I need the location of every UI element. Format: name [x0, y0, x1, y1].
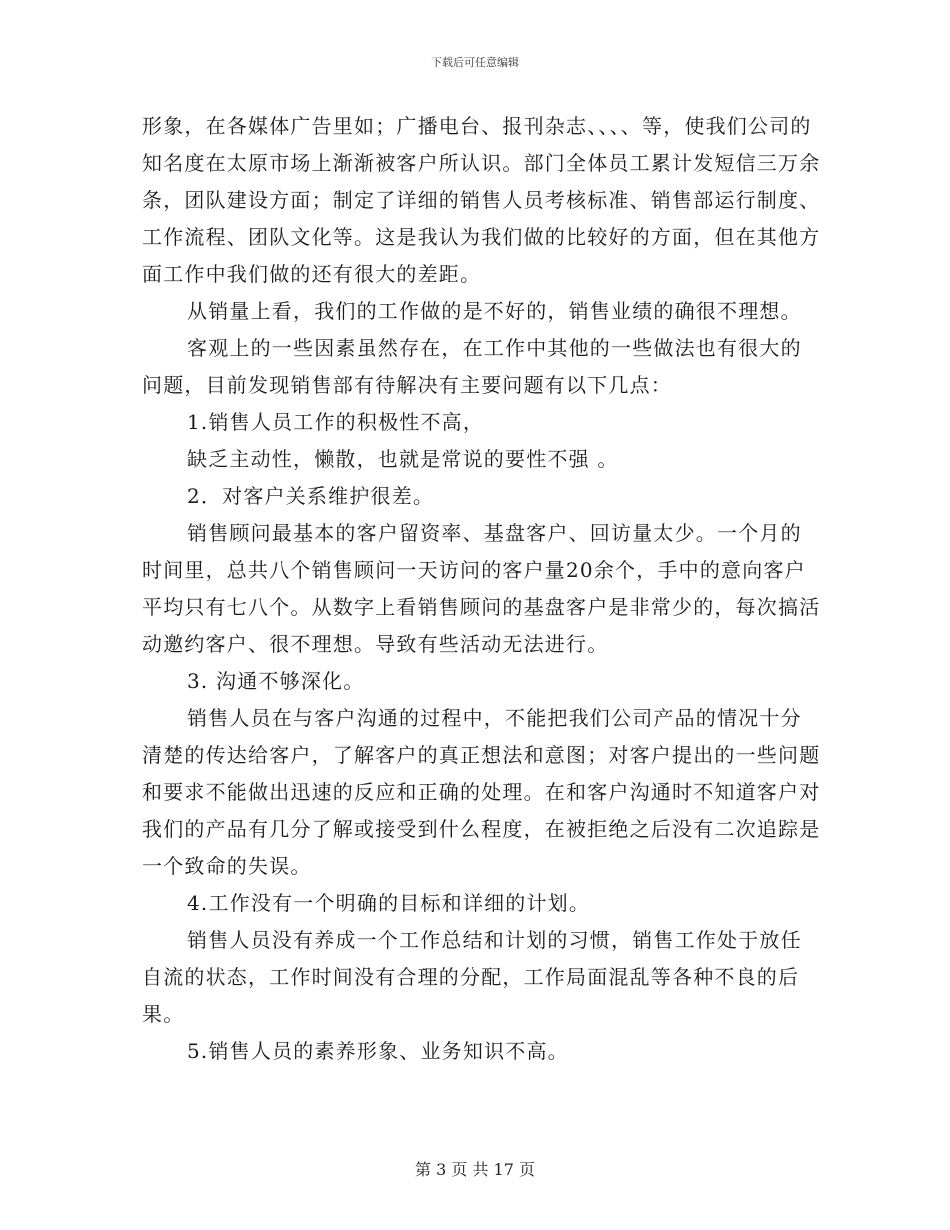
list-item-1-heading: 1.销售人员工作的积极性不高，: [187, 410, 485, 434]
page-footer: 第 3 页 共 17 页: [415, 1160, 535, 1179]
paragraph-1: 形象，在各媒体广告里如；广播电台、报刊杂志、、、、等，使我们公司的知名度在太原市场上渐渐被客户所认识。部门全体员工累计发短信三万余条，团队建设方面；制定了详细的销售人员考核标准、销售部运行制度、工作流程、团队文化等。这是我认为我们做的比较好的方面，但在其他方面工作中我们做的还有很大的差距。: [142, 114, 821, 286]
list-item-4-heading: 4.工作没有一个明确的目标和详细的计划。: [187, 891, 591, 915]
paragraph-4: 缺乏主动性，懒散，也就是常说的要性不强 。: [187, 447, 619, 471]
paragraph-6: 销售人员在与客户沟通的过程中，不能把我们公司产品的情况十分清楚的传达给客户，了解客户的真正想法和意图；对客户提出的一些问题和要求不能做出迅速的反应和正确的处理。在和客户沟通时不知道客户对我们的产品有几分了解或接受到什么程度，在被拒绝之后没有二次追踪是一个致命的失误。: [142, 706, 821, 878]
list-item-5-heading: 5.销售人员的素养形象、业务知识不高。: [187, 1039, 569, 1063]
paragraph-2: 从销量上看，我们的工作做的是不好的，销售业绩的确很不理想。: [187, 299, 802, 323]
paragraph-7: 销售人员没有养成一个工作总结和计划的习惯，销售工作处于放任自流的状态，工作时间没有合理的分配，工作局面混乱等各种不良的后果。: [142, 928, 802, 1026]
document-body: [142, 108, 822, 1070]
page-header: 下载后可任意编辑: [431, 56, 519, 69]
paragraph-5: 销售顾问最基本的客户留资率、基盘客户、回访量太少。一个月的时间里，总共八个销售顾问一天访问的客户量20余个，手中的意向客户平均只有七八个。从数字上看销售顾问的基盘客户是非常少的，每次搞活动邀约客户、很不理想。导致有些活动无法进行。: [142, 521, 821, 656]
paragraph-3: 客观上的一些因素虽然存在，在工作中其他的一些做法也有很大的问题，目前发现销售部有待解决有主要问题有以下几点：: [142, 336, 802, 397]
list-item-3-heading: 3. 沟通不够深化。: [187, 669, 365, 693]
list-item-2-heading: 2．对客户关系维护很差。: [187, 484, 435, 508]
